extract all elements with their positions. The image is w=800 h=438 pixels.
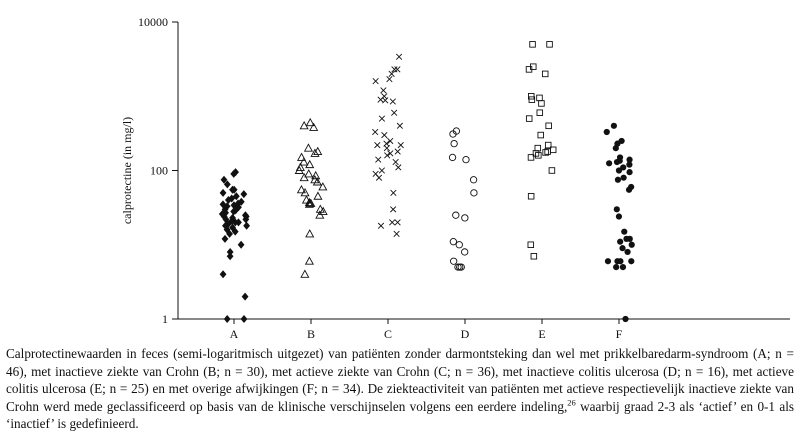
data-point [546,123,552,129]
data-point [528,242,534,248]
y-tick-label: 10000 [138,15,168,29]
data-point [305,144,313,151]
caption-tail: waarbij graad 2-3 als ‘actief’ en 0-1 als ‘inactief’ is gedefinieerd. [6,398,795,432]
data-point [470,177,476,183]
data-point [396,165,402,171]
data-point [549,168,555,174]
data-point [626,169,632,175]
data-point [617,258,623,264]
data-point [537,95,543,101]
data-point [306,257,314,264]
data-point [621,175,627,181]
data-point [373,78,379,84]
data-point [626,187,632,193]
data-point [222,235,229,243]
data-point [542,71,548,77]
data-point [395,67,401,73]
caption-reference: 26 [567,397,576,408]
data-point [314,192,322,199]
data-point [382,132,388,138]
data-point [384,153,390,159]
x-tick-label: E [538,327,546,341]
data-point [381,88,387,94]
data-point [450,258,456,264]
data-point [382,98,388,104]
data-point [463,156,469,162]
data-point [227,252,234,260]
data-point [300,158,308,165]
data-point [622,316,628,322]
data-point [395,220,401,226]
data-point [390,99,396,105]
data-point [621,229,627,235]
data-point [387,138,393,144]
data-point [387,76,393,82]
x-tick-label: F [615,327,623,341]
data-point [391,190,397,196]
data-point [629,242,635,248]
data-point [451,140,457,146]
data-point [528,193,534,199]
data-point [605,258,611,264]
data-point [537,110,543,116]
data-point [627,236,633,242]
data-point [453,212,459,218]
data-point [389,220,395,226]
data-point [538,132,544,138]
data-point [471,190,477,196]
data-point [314,148,322,155]
data-point [614,159,620,165]
data-point [604,129,610,135]
data-point [617,239,623,245]
data-point [387,151,393,157]
data-point [238,241,245,249]
data-point [450,238,456,244]
data-point [379,168,385,174]
data-point [306,230,314,237]
data-point [298,186,306,193]
x-tick-label: B [306,327,316,341]
data-point [614,206,620,212]
data-point [240,190,247,198]
data-points [219,42,635,323]
data-point [626,162,632,168]
data-point [394,231,400,237]
data-point [624,249,630,255]
data-point [530,42,536,48]
data-point [375,142,381,148]
figure-caption [6,345,794,433]
data-point [378,223,384,229]
data-point [531,253,537,259]
data-point [547,42,553,48]
data-point [620,264,626,270]
data-point [301,270,309,277]
data-point [243,222,250,230]
data-point [379,116,385,122]
data-point [462,215,468,221]
data-point [615,177,621,183]
axes [120,15,790,341]
data-point [305,170,313,177]
data-point [526,116,532,122]
data-point [395,149,401,155]
data-point [606,160,612,166]
data-point [372,129,378,135]
data-point [616,213,622,219]
data-point [613,264,619,270]
y-axis-label: calprotectine (in mg/l) [120,116,134,225]
data-point [224,315,231,323]
data-point [456,242,462,248]
data-point [220,270,227,278]
data-point [384,145,390,151]
data-point [375,157,381,163]
data-point [376,175,382,181]
data-point [611,123,617,129]
y-tick-label: 1 [162,312,168,326]
data-point [242,293,249,301]
data-point [396,54,402,60]
data-point [613,145,619,151]
data-point [241,315,248,323]
data-point [461,249,467,255]
x-tick-label: D [460,327,470,341]
data-point [535,145,541,151]
data-point [398,142,404,148]
data-point [539,101,545,107]
data-point [397,123,403,129]
x-tick-label: A [229,327,239,341]
data-point [449,154,455,160]
caption-text: Calprotectinewaarden in feces (semi-logaritmisch uitgezet) van patiënten zonder darmontsteking dan wel met prikkelbaredarm-syndroom (A; n = 46), met inactieve ziekte van Crohn (B; n = 30), met actieve ziekte van Crohn (C; n = 36), met inactieve colitis ulcerosa (D; n = 16), met actieve colitis ulcerosa (E; n = 25) en met overige afwijkingen (F; n = 34). De ziekteactiviteit van patiënten met actieve respectievelijk inactieve ziekte van Crohn werd mede geclassificeerd op basis van de klinische verschijnselen volgens een eerdere indeling, [6,346,794,414]
data-point [616,167,622,173]
x-tick-label: C [383,327,393,341]
data-point [393,159,399,165]
data-point [391,110,397,116]
data-point [390,207,396,213]
data-point [619,245,625,251]
data-point [220,189,227,197]
data-point [628,258,634,264]
y-tick-label: 100 [150,163,168,178]
